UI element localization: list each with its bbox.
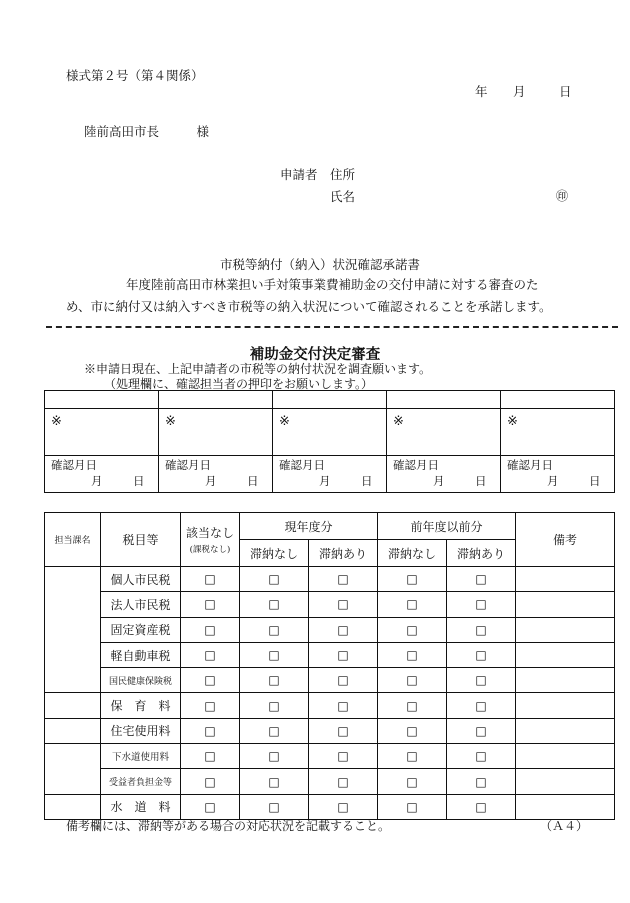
checkbox[interactable]: □ — [378, 769, 447, 794]
review-title: 補助金交付決定審査 — [249, 347, 381, 363]
confirm-date-label: 確認月日 — [393, 458, 439, 472]
table-row — [45, 744, 615, 769]
header-not-applicable-sub: (課税なし) — [189, 545, 231, 555]
header-no-arrears: 滞納なし — [378, 540, 447, 567]
tax-item-cell: 法人市民税 — [101, 592, 181, 617]
confirm-date-label: 確認月日 — [279, 458, 325, 472]
dept-cell — [45, 718, 101, 743]
table-row — [45, 718, 615, 743]
table-row — [45, 642, 615, 667]
checkbox[interactable]: □ — [378, 642, 447, 667]
applicant-address-label: 申請者 住所 — [280, 167, 356, 182]
date-line — [475, 82, 572, 100]
header-arrears: 滞納あり — [447, 540, 516, 567]
table-row — [45, 794, 615, 819]
remarks-cell[interactable] — [516, 642, 615, 667]
checkbox[interactable]: □ — [447, 769, 516, 794]
tax-item-cell: 受益者負担金等 — [101, 769, 181, 794]
confirm-date-label: 確認月日 — [165, 458, 211, 472]
header-arrears: 滞納あり — [309, 540, 378, 567]
checkbox[interactable]: □ — [309, 794, 378, 819]
remarks-cell[interactable] — [516, 668, 615, 693]
checkbox[interactable]: □ — [240, 567, 309, 592]
checkbox[interactable]: □ — [240, 718, 309, 743]
checkbox[interactable]: □ — [181, 718, 240, 743]
confirm-month-day: 月 日 — [547, 474, 601, 488]
dept-cell — [45, 794, 101, 819]
cut-line — [46, 326, 618, 328]
remarks-cell[interactable] — [516, 592, 615, 617]
checkbox[interactable]: □ — [378, 794, 447, 819]
remarks-cell[interactable] — [516, 693, 615, 718]
checkbox[interactable]: □ — [378, 744, 447, 769]
checkbox[interactable]: □ — [181, 769, 240, 794]
checkbox[interactable]: □ — [240, 592, 309, 617]
checkbox[interactable]: □ — [240, 693, 309, 718]
checkbox[interactable]: □ — [309, 744, 378, 769]
confirm-month-day: 月 日 — [91, 474, 145, 488]
note-mark: ※ — [393, 414, 404, 429]
remarks-cell[interactable] — [516, 718, 615, 743]
checkbox[interactable]: □ — [181, 592, 240, 617]
table-row — [45, 617, 615, 642]
checkbox[interactable]: □ — [378, 567, 447, 592]
addressee: 陸前高田市長 様 — [84, 124, 210, 139]
checkbox[interactable]: □ — [309, 642, 378, 667]
checkbox[interactable]: □ — [181, 617, 240, 642]
checkbox[interactable]: □ — [378, 693, 447, 718]
date-month: 月 — [513, 84, 526, 99]
note-mark: ※ — [51, 414, 62, 429]
checkbox[interactable]: □ — [447, 693, 516, 718]
remarks-cell[interactable] — [516, 617, 615, 642]
table-row — [45, 668, 615, 693]
seal-mark: ㊞ — [556, 189, 569, 203]
confirm-date-label: 確認月日 — [507, 458, 553, 472]
table-row — [45, 769, 615, 794]
checkbox[interactable]: □ — [378, 617, 447, 642]
checkbox[interactable]: □ — [378, 668, 447, 693]
checkbox[interactable]: □ — [447, 592, 516, 617]
confirmation-table — [44, 390, 615, 493]
tax-item-cell: 水 道 料 — [101, 794, 181, 819]
confirm-month-day: 月 日 — [205, 474, 259, 488]
checkbox[interactable]: □ — [447, 744, 516, 769]
checkbox[interactable]: □ — [181, 567, 240, 592]
header-previous-years: 前年度以前分 — [378, 513, 516, 540]
tax-item-cell: 固定資産税 — [101, 617, 181, 642]
table-row — [45, 567, 615, 592]
checkbox[interactable]: □ — [240, 642, 309, 667]
checkbox[interactable]: □ — [309, 693, 378, 718]
checkbox[interactable]: □ — [447, 642, 516, 667]
checkbox[interactable]: □ — [240, 744, 309, 769]
checkbox[interactable]: □ — [309, 718, 378, 743]
checkbox[interactable]: □ — [447, 617, 516, 642]
tax-item-cell: 下水道使用料 — [101, 744, 181, 769]
checkbox[interactable]: □ — [378, 718, 447, 743]
review-note-2: （処理欄に、確認担当者の押印をお願いします。） — [104, 377, 374, 391]
note-mark: ※ — [165, 414, 176, 429]
form-number: 様式第２号（第４関係） — [66, 68, 204, 83]
review-note-1: ※申請日現在、上記申請者の市税等の納付状況を調査願います。 — [84, 362, 432, 376]
dept-cell — [45, 744, 101, 795]
tax-status-table — [44, 512, 615, 820]
remarks-cell[interactable] — [516, 794, 615, 819]
checkbox[interactable]: □ — [181, 744, 240, 769]
checkbox[interactable]: □ — [181, 794, 240, 819]
remarks-cell[interactable] — [516, 769, 615, 794]
checkbox[interactable]: □ — [309, 567, 378, 592]
checkbox[interactable]: □ — [309, 617, 378, 642]
remarks-cell[interactable] — [516, 744, 615, 769]
checkbox[interactable]: □ — [240, 617, 309, 642]
checkbox[interactable]: □ — [309, 592, 378, 617]
date-day: 日 — [559, 84, 572, 99]
confirmation-cell — [159, 391, 273, 492]
tax-item-cell: 軽自動車税 — [101, 642, 181, 667]
dept-cell — [45, 693, 101, 718]
tax-item-cell: 住宅使用料 — [101, 718, 181, 743]
remarks-cell[interactable] — [516, 567, 615, 592]
header-tax-item: 税目等 — [101, 513, 181, 567]
confirmation-cell — [273, 391, 387, 492]
dept-cell — [45, 567, 101, 693]
checkbox[interactable]: □ — [309, 769, 378, 794]
note-mark: ※ — [507, 414, 518, 429]
header-no-arrears: 滞納なし — [240, 540, 309, 567]
tax-item-cell: 個人市民税 — [101, 567, 181, 592]
checkbox[interactable]: □ — [447, 567, 516, 592]
checkbox[interactable]: □ — [181, 642, 240, 667]
confirmation-cell — [387, 391, 501, 492]
paper-size: （Ａ４） — [540, 819, 589, 833]
date-year: 年 — [475, 84, 488, 99]
header-dept: 担当課名 — [45, 513, 101, 567]
table-row — [45, 592, 615, 617]
header-current-year: 現年度分 — [240, 513, 378, 540]
confirm-month-day: 月 日 — [433, 474, 487, 488]
tax-item-cell: 国民健康保険税 — [101, 668, 181, 693]
checkbox[interactable]: □ — [240, 794, 309, 819]
footer-note: 備考欄には、滞納等がある場合の対応状況を記載すること。 — [66, 819, 391, 833]
confirm-date-label: 確認月日 — [51, 458, 97, 472]
confirmation-cell — [45, 391, 159, 492]
consent-body-line1: 年度陸前高田市林業担い手対策事業費補助金の交付申請に対する審査のた — [126, 277, 539, 292]
applicant-name-label: 氏名 — [330, 189, 356, 204]
checkbox[interactable]: □ — [447, 668, 516, 693]
confirm-month-day: 月 日 — [319, 474, 373, 488]
checkbox[interactable]: □ — [181, 668, 240, 693]
checkbox[interactable]: □ — [447, 794, 516, 819]
checkbox[interactable]: □ — [240, 769, 309, 794]
consent-body-line2: め、市に納付又は納入すべき市税等の納入状況について確認されることを承諾します。 — [66, 299, 552, 314]
table-row — [45, 693, 615, 718]
header-remarks: 備考 — [516, 513, 615, 567]
checkbox[interactable]: □ — [447, 718, 516, 743]
consent-title: 市税等納付（納入）状況確認承諾書 — [220, 257, 421, 272]
checkbox[interactable]: □ — [378, 592, 447, 617]
tax-item-cell: 保 育 料 — [101, 693, 181, 718]
note-mark: ※ — [279, 414, 290, 429]
checkbox[interactable]: □ — [181, 693, 240, 718]
checkbox[interactable]: □ — [309, 668, 378, 693]
checkbox[interactable]: □ — [240, 668, 309, 693]
header-not-applicable: 該当なし (課税なし) — [181, 513, 240, 567]
confirmation-cell — [501, 391, 614, 492]
